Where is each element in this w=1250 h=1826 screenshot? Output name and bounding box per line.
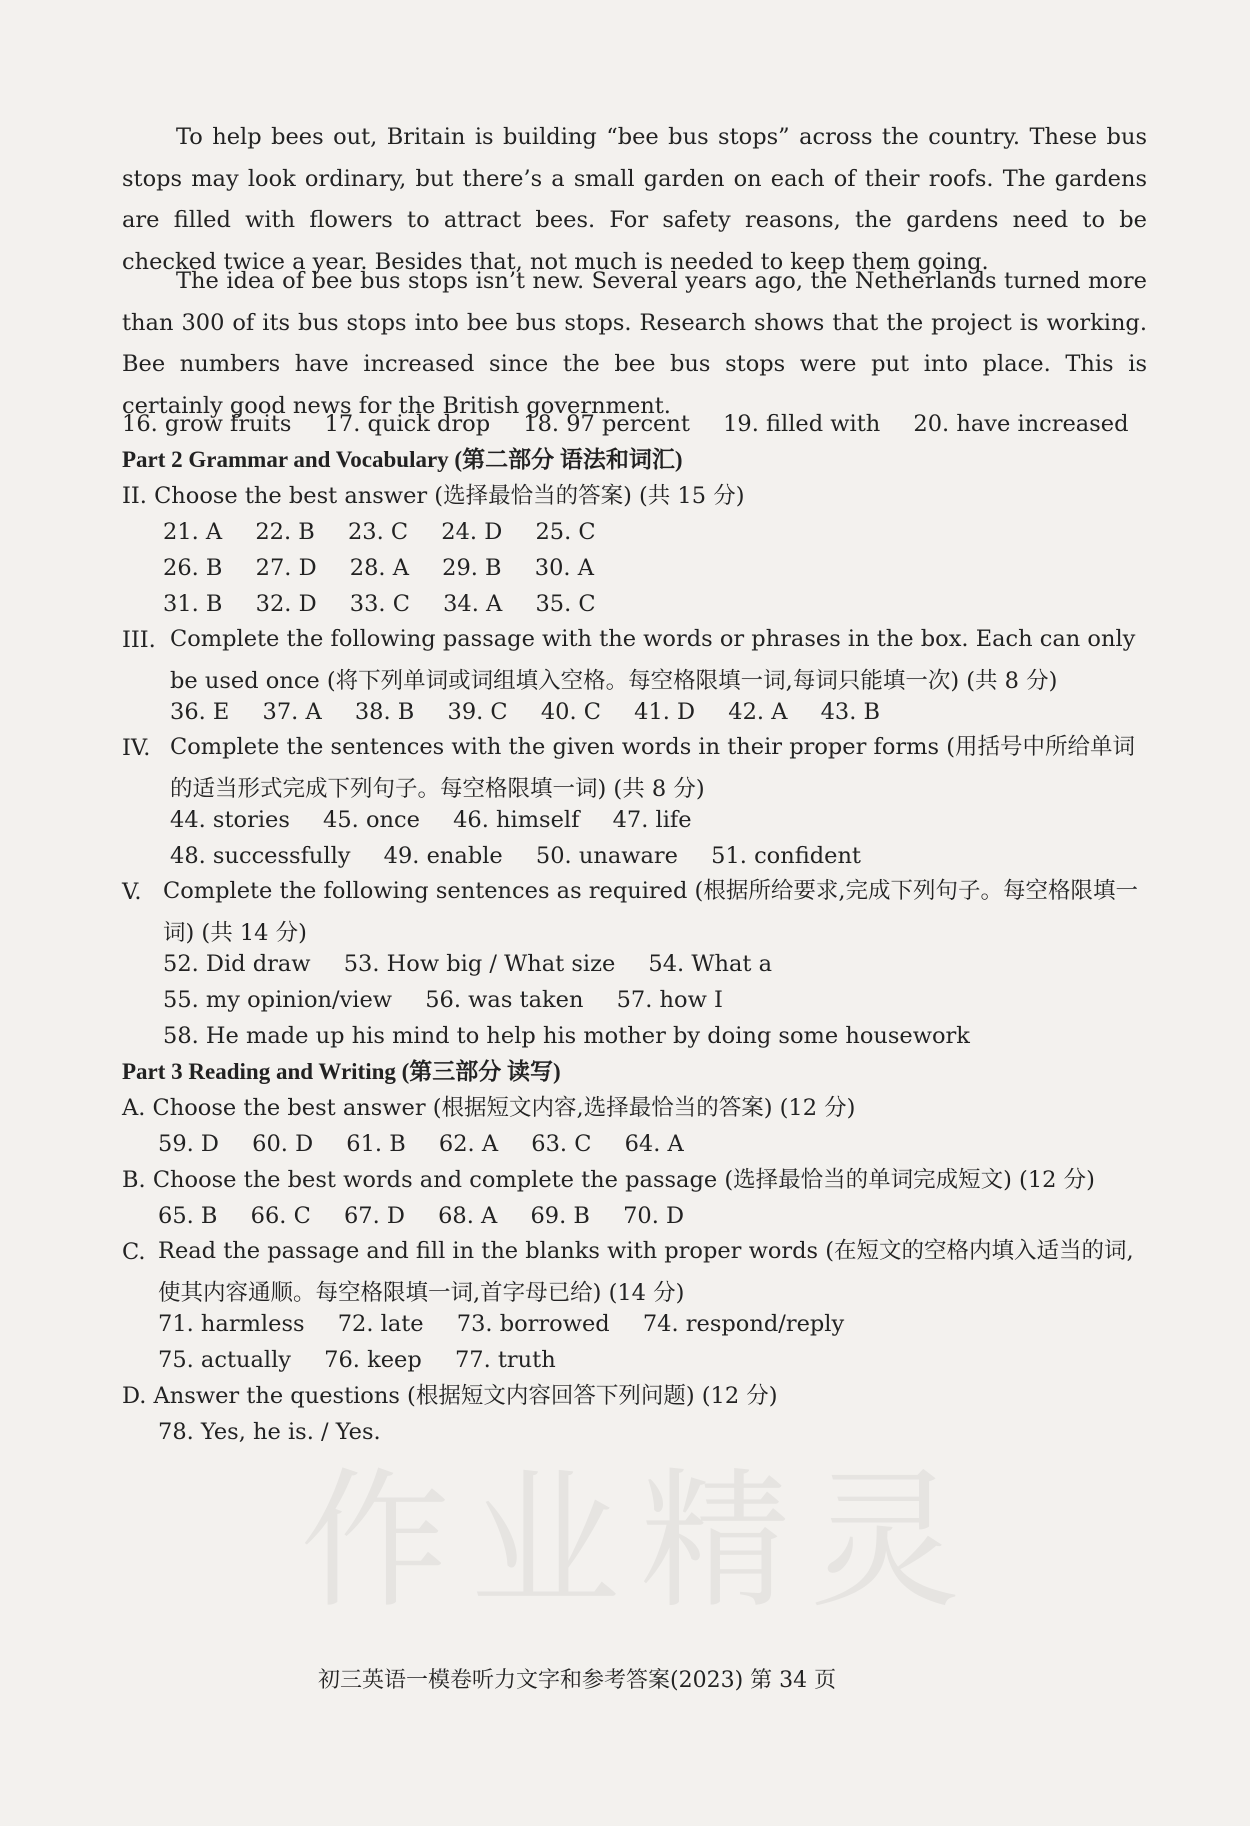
answer-item: 67. D — [343, 1203, 405, 1229]
answer-item: 25. C — [535, 519, 596, 545]
answer-item: 52. Did draw — [163, 951, 311, 977]
answer-item: 77. truth — [454, 1347, 556, 1373]
section-IV-row-1 — [170, 805, 718, 835]
answer-item: 72. late — [337, 1311, 424, 1337]
section-C-row-1 — [158, 1309, 870, 1339]
section-D-label: D. Answer the questions (根据短文内容回答下列问题) (12 分) — [122, 1383, 778, 1409]
answer-item: 24. D — [441, 519, 503, 545]
answer-item: 41. D — [634, 699, 696, 725]
section-II-row-1 — [163, 517, 622, 547]
answer-item: 45. once — [323, 807, 420, 833]
answer-item: 69. B — [530, 1203, 590, 1229]
section-III-row — [170, 697, 906, 727]
section-IV-row-2 — [170, 841, 887, 871]
answer-item: 32. D — [255, 591, 317, 617]
answer-item: 68. A — [438, 1203, 498, 1229]
answer-item: 74. respond/reply — [642, 1311, 845, 1337]
answer-item: 70. D — [623, 1203, 685, 1229]
section-II-label: II. Choose the best answer (选择最恰当的答案) (共 15 分) — [122, 483, 745, 509]
answer-item: 75. actually — [158, 1347, 292, 1373]
answer-item: 19. filled with — [723, 411, 881, 437]
section-C-row-2 — [158, 1345, 582, 1375]
part3-heading: Part 3 Reading and Writing (第三部分 读写) — [122, 1059, 561, 1084]
answer-item: 26. B — [163, 555, 223, 581]
answer-item: 22. B — [255, 519, 315, 545]
answer-item: 28. A — [349, 555, 409, 581]
answer-item: 48. successfully — [170, 843, 351, 869]
answer-item: 64. A — [624, 1131, 684, 1157]
section-A-label: A. Choose the best answer (根据短文内容,选择最恰当的答案) (12 分) — [122, 1095, 856, 1121]
answer-item: 16. grow fruits — [122, 411, 292, 437]
section-B-row — [158, 1201, 710, 1231]
section-II-row-3 — [163, 589, 622, 619]
answers-16-20 — [122, 409, 1154, 439]
section-V-instructions: Complete the following sentences as required (根据所给要求,完成下列句子。每空格限填一词) (共 14 分) — [163, 878, 1138, 946]
answer-item: 55. my opinion/view — [163, 987, 393, 1013]
answer-item: 53. How big / What size — [343, 951, 616, 977]
answer-item: 21. A — [163, 519, 223, 545]
answer-item: 44. stories — [170, 807, 290, 833]
section-IV-instructions: Complete the sentences with the given words in their proper forms (用括号中所给单词的适当形式完成下列句子。每空格限填一词) (共 8 分) — [170, 734, 1135, 802]
section-A-row — [158, 1129, 710, 1159]
answer-item: 20. have increased — [913, 411, 1129, 437]
answer-item: 49. enable — [383, 843, 503, 869]
answer-item: 37. A — [262, 699, 322, 725]
answer-item: 18. 97 percent — [523, 411, 690, 437]
answer-item: 36. E — [170, 699, 230, 725]
section-C-instructions: Read the passage and fill in the blanks with proper words (在短文的空格内填入适当的词,使其内容通顺。每空格限填一词,首字母已给) (14 分) — [158, 1238, 1134, 1306]
passage-paragraph-2: The idea of bee bus stops isn’t new. Several years ago, the Netherlands turned more than 300 of its bus stops into bee bus stops. Research shows that the project is working. Bee numbers have increased since the bee bus stops were put into place. This is certainly good news for the British government. — [122, 268, 1147, 419]
watermark: 作业精灵 — [300, 1455, 981, 1629]
answer-item: 56. was taken — [425, 987, 584, 1013]
answer-item: 17. quick drop — [324, 411, 491, 437]
answer-item: 59. D — [158, 1131, 219, 1157]
answer-item: 46. himself — [453, 807, 580, 833]
answer-item: 62. A — [438, 1131, 499, 1157]
answer-item: 76. keep — [324, 1347, 422, 1373]
answer-item: 31. B — [163, 591, 223, 617]
answer-item: 43. B — [820, 699, 881, 725]
answer-item: 39. C — [447, 699, 508, 725]
section-C-number: C. — [122, 1239, 146, 1265]
section-V-number: V. — [122, 879, 142, 905]
answer-item: 65. B — [158, 1203, 218, 1229]
answer-item: 29. B — [442, 555, 502, 581]
answer-item: 38. B — [354, 699, 415, 725]
answer-item: 78. Yes, he is. / Yes. — [158, 1419, 381, 1445]
answer-item: 58. He made up his mind to help his mother by doing some housework — [163, 1023, 970, 1049]
answer-item: 61. B — [346, 1131, 406, 1157]
section-III-instructions: Complete the following passage with the words or phrases in the box. Each can only be used once (将下列单词或词组填入空格。每空格限填一词,每词只能填一次) (共 8 分) — [170, 626, 1136, 694]
answer-item: 73. borrowed — [456, 1311, 610, 1337]
answer-item: 63. C — [531, 1131, 592, 1157]
section-V-row-1 — [163, 949, 798, 979]
answer-item: 27. D — [255, 555, 317, 581]
section-V-row-3 — [163, 1021, 996, 1051]
section-II-row-2 — [163, 553, 620, 583]
answer-item: 66. C — [250, 1203, 311, 1229]
answer-item: 40. C — [540, 699, 601, 725]
part2-heading: Part 2 Grammar and Vocabulary (第二部分 语法和词汇) — [122, 447, 683, 472]
answer-item: 23. C — [347, 519, 409, 545]
answer-item: 47. life — [612, 807, 692, 833]
passage-paragraph-1: To help bees out, Britain is building “bee bus stops” across the country. These bus stops may look ordinary, but there’s a small garden on each of their roofs. The gardens are filled with flowers to attract bees. For safety reasons, the gardens need to be checked twice a year. Besides that, not much is needed to keep them going. — [122, 124, 1147, 275]
page-footer: 初三英语一模卷听力文字和参考答案(2023) 第 34 页 — [318, 1668, 837, 1693]
answer-item: 50. unaware — [535, 843, 678, 869]
answer-item: 71. harmless — [158, 1311, 305, 1337]
answer-item: 57. how I — [616, 987, 723, 1013]
section-B-label: B. Choose the best words and complete the passage (选择最恰当的单词完成短文) (12 分) — [122, 1167, 1095, 1193]
answer-item: 51. confident — [711, 843, 861, 869]
answer-item: 54. What a — [648, 951, 772, 977]
answer-item: 33. C — [349, 591, 410, 617]
answer-item: 60. D — [252, 1131, 314, 1157]
answer-item: 30. A — [534, 555, 594, 581]
answer-item: 42. A — [728, 699, 788, 725]
answer-item: 35. C — [535, 591, 596, 617]
section-IV-number: IV. — [122, 735, 151, 761]
section-III-number: III. — [122, 627, 156, 653]
answer-item: 34. A — [443, 591, 503, 617]
section-V-row-2 — [163, 985, 749, 1015]
